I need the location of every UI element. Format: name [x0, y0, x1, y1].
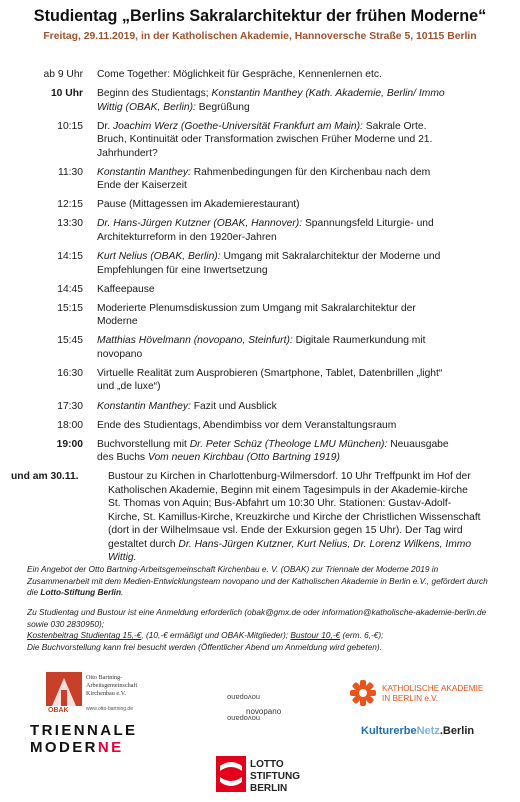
book-presentation-line: Die Buchvorstellung kann frei besucht werden (Öffentlicher Abend um Anmeldung wird gebeten). — [27, 642, 382, 653]
schedule-time: 15:45 — [57, 335, 83, 347]
registration-line: Zu Studientag und Bustour ist eine Anmeldung erforderlich (obak@gmx.de oder information@katholische-akademie-berlin.de sowie 030 2830950); — [27, 607, 487, 629]
schedule-time: 14:15 — [57, 251, 83, 263]
akademie-star-icon — [350, 680, 376, 706]
novopano-text: novopano — [246, 707, 282, 716]
akademie-name-1: KATHOLISCHE AKADEMIE — [382, 684, 484, 693]
obak-emblem-icon — [46, 672, 176, 712]
schedule-time: 13:30 — [57, 218, 83, 230]
obak-url: www.otto-bartning.de — [86, 706, 133, 712]
katholische-akademie-logo — [350, 678, 500, 714]
schedule-time: 18:00 — [57, 419, 83, 431]
schedule-text: Virtuelle Realität zum Ausprobieren (Smartphone, Tablet, Datenbrillen „light“ und „de luxe“) — [97, 367, 443, 393]
schedule-text: Kaffeepause — [97, 283, 155, 295]
schedule-text: Pause (Mittagessen im Akademierestaurant) — [97, 199, 300, 211]
novopano-mirrored-bottom: novopano — [227, 714, 260, 723]
schedule-item — [0, 120, 520, 161]
schedule-time: 10 Uhr — [50, 88, 83, 100]
schedule-item — [0, 400, 520, 414]
schedule-time: 14:45 — [57, 283, 83, 295]
event-date-location: Freitag, 29.11.2019, in der Katholischen Akademie, Hannoversche Straße 5, 10115 Berlin — [43, 31, 477, 42]
obak-logo — [46, 672, 176, 712]
schedule-time: 10:15 — [57, 120, 83, 132]
schedule-text: Beginn des Studientags; Konstantin Manthey (Kath. Akademie, Berlin/ Immo Wittig (OBAK, Berlin): Begrüßung — [97, 88, 445, 113]
schedule-time: ab 9 Uhr — [43, 69, 83, 80]
schedule-text: Moderierte Plenumsdiskussion zum Umgang mit Sakralarchitektur der Moderne — [97, 302, 416, 328]
schedule-item — [0, 198, 520, 212]
obak-name-1: Otto Bartning- — [86, 674, 123, 681]
schedule-time: 16:30 — [57, 367, 83, 379]
lotto-word: LOTTO — [250, 759, 284, 770]
berlin-word: BERLIN — [250, 783, 288, 794]
lotto-emblem-icon — [216, 756, 246, 792]
schedule-time: 15:15 — [57, 302, 83, 314]
schedule-time: 19:00 — [56, 438, 83, 450]
schedule-list — [0, 68, 520, 570]
schedule-text: Konstantin Manthey: Fazit und Ausblick — [97, 400, 277, 412]
stiftung-word: STIFTUNG — [250, 771, 300, 782]
moderne-word: MODERNE — [30, 739, 124, 756]
schedule-text: Dr. Joachim Werz (Goethe-Universität Frankfurt am Main): Sakrale Orte. Bruch, Kontinuität oder Transformation zwischen Früher Moderne und 21. Jahrhundert? — [97, 120, 433, 159]
schedule-text: Matthias Hövelmann (novopano, Steinfurt): Digitale Raumerkundung mit novopano — [97, 335, 426, 360]
schedule-item — [0, 250, 520, 277]
schedule-item — [0, 283, 520, 297]
triennale-logo — [30, 722, 170, 758]
obak-name-3: Kirchenbau e.V. — [86, 690, 126, 697]
schedule-item — [0, 419, 520, 433]
schedule-text: Come Together: Möglichkeit für Gespräche, Kennenlernen etc. — [97, 69, 382, 80]
schedule-item — [0, 367, 520, 394]
akademie-name-2: IN BERLIN e.V. — [382, 694, 439, 703]
schedule-item — [0, 87, 520, 114]
schedule-time: 11:30 — [57, 166, 83, 178]
kulturerbenetz-logo: KulturerbeNetz.Berlin — [361, 725, 475, 737]
schedule-text: Kurt Nelius (OBAK, Berlin): Umgang mit Sakralarchitektur der Moderne und Empfehlungen für eine Inwertsetzung — [97, 251, 441, 276]
schedule-item — [0, 438, 520, 465]
registration-note — [27, 607, 499, 654]
triennale-word: TRIENNALE — [30, 722, 138, 739]
obak-name-2: Arbeitsgemeinschaft — [86, 682, 138, 689]
schedule-item — [0, 166, 520, 193]
schedule-item — [0, 334, 520, 361]
obak-short: OBAK — [48, 707, 69, 712]
lotto-stiftung-logo — [216, 754, 326, 794]
schedule-text: Konstantin Manthey: Rahmenbedingungen für den Kirchenbau nach dem Ende der Kaiserzeit — [97, 166, 431, 192]
schedule-text: Dr. Hans-Jürgen Kutzner (OBAK, Hannover): Spannungsfeld Liturgie- und Architekturreform in den 1920er-Jahren — [97, 218, 434, 243]
schedule-time: 12:15 — [57, 199, 83, 211]
page-title: Studientag „Berlins Sakralarchitektur der frühen Moderne“ — [33, 7, 487, 25]
fee-line: Kostenbeitrag Studientag 15,-€, (10,-€ ermäßigt und OBAK-Mitglieder); Bustour 10,-€ (erm. 6,-€); — [27, 630, 384, 641]
schedule-text: Ende des Studientags, Abendimbiss vor dem Veranstaltungsraum — [97, 419, 397, 431]
excursion-date: und am 30.11. — [11, 471, 79, 483]
schedule-text: Buchvorstellung mit Dr. Peter Schüz (Theologe LMU München): Neuausgabe des Buchs Vom neuen Kirchbau (Otto Bartning 1919) — [97, 438, 449, 464]
excursion-text: Bustour zu Kirchen in Charlottenburg-Wilmersdorf. 10 Uhr Treffpunkt im Hof der Katholischen Akademie, Beginn mit einem Tagesimpuls in der Akademie-kirche St. Thomas von Aquin; Bus-Abfahrt um 10:30 Uhr. Stationen: Gustav-Adolf-Kirche, St. Kamillus-Kirche, Kreuzkirche und Kirche der Christlichen Wissenschaft (dort in der Wilhelmsaue vsl. Ende der Exkursion gegen 15 Uhr). Der Tag wird gestaltet durch Dr. Hans-Jürgen Kutzner, Kurt Nelius, Dr. Lorenz Wilkens, Immo Wittig. — [108, 471, 481, 564]
schedule-item — [0, 217, 520, 244]
schedule-time: 17:30 — [57, 400, 83, 412]
excursion-item — [0, 470, 520, 565]
schedule-item — [0, 302, 520, 329]
novopano-logo — [212, 690, 322, 734]
novopano-mirrored-top: novopano — [227, 693, 260, 702]
schedule-item — [0, 68, 520, 82]
organizer-note: Ein Angebot der Otto Bartning-Arbeitsgemeinschaft Kirchenbau e. V. (OBAK) zur Triennale der Moderne 2019 in Zusammenarbeit mit dem Medien-Entwicklungsteam novopano und der Katholischen Akademie in Berlin e.V., gefördert durch die Lotto-Stiftung Berlin. — [27, 564, 488, 598]
